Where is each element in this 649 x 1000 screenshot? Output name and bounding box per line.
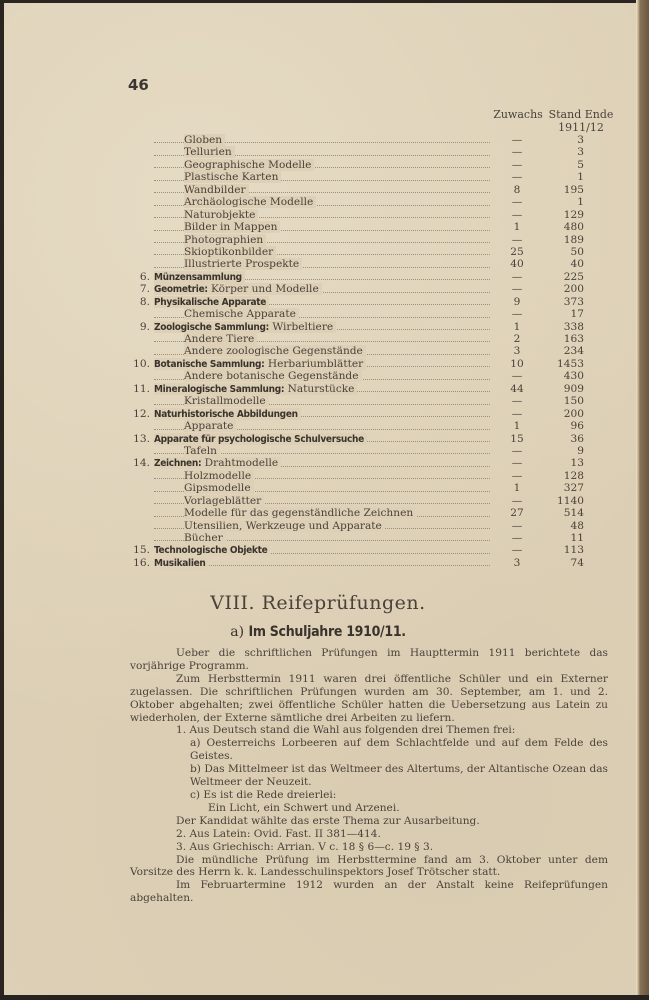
zuwachs-value: 1 (513, 420, 521, 433)
section-title: VIII. Reifeprüfungen. (210, 592, 426, 614)
scan-bottom-border (0, 995, 649, 1000)
row-number: 7. (139, 283, 150, 296)
row-number: 16. (133, 556, 150, 569)
table-row (128, 544, 618, 556)
row-category: Physikalische Apparate (154, 296, 267, 308)
table-row (128, 221, 618, 233)
table-row (128, 271, 618, 283)
stand-value: 200 (563, 283, 584, 296)
table-row (128, 408, 618, 420)
row-label (154, 457, 498, 470)
stand-value: 96 (570, 420, 584, 433)
subsection-title (0, 624, 636, 640)
zuwachs-value: — (511, 158, 523, 171)
row-number: 14. (133, 457, 150, 470)
inventory-table (128, 134, 618, 569)
zuwachs-value: — (511, 171, 523, 184)
row-item: Andere botanische Gegenstände (184, 370, 359, 383)
table-row (128, 470, 618, 482)
stand-value: 150 (563, 395, 584, 408)
row-item: Gipsmodelle (184, 482, 251, 495)
stand-value: 3 (577, 146, 584, 159)
stand-value: 11 (570, 532, 584, 544)
stand-value: 36 (570, 432, 584, 445)
stand-value: 514 (563, 507, 584, 520)
row-category: Mineralogische Sammlung: (154, 383, 285, 395)
table-row (128, 234, 618, 246)
row-label (184, 246, 498, 258)
paragraph-muendliche-pruefung: Die mündliche Prüfung im Herbsttermine fand am 3. Oktober unter dem Vorsitze des Herrn k. k. Landesschulinspektors Josef Trötscher statt. (130, 853, 608, 879)
row-item: Wirbeltiere (272, 320, 334, 333)
stand-value: 5 (577, 158, 584, 171)
row-label (184, 184, 498, 196)
stand-value: 50 (570, 245, 584, 258)
stand-value: 9 (577, 444, 584, 457)
row-item: Bilder in Mappen (184, 221, 278, 234)
zuwachs-value: — (511, 283, 523, 296)
table-row (128, 209, 618, 221)
row-category: Botanische Sammlung: (154, 358, 265, 370)
row-label-text (184, 234, 266, 246)
stand-value: 373 (563, 295, 584, 308)
row-label (184, 258, 498, 270)
table-row (128, 482, 618, 494)
row-item: Modelle für das gegenständliche Zeichnen (184, 507, 414, 520)
row-label-text (154, 383, 357, 395)
row-category: Geometrie: (154, 284, 208, 296)
row-label (184, 445, 498, 457)
stand-value: 189 (563, 233, 584, 246)
row-label (184, 146, 498, 158)
stand-value: 48 (570, 519, 584, 532)
zuwachs-value: 27 (510, 507, 524, 520)
table-row (128, 333, 618, 345)
table-row (128, 134, 618, 146)
list-item-theme-c: c) Es ist die Rede dreierlei: (190, 788, 337, 801)
list-item-theme-b (130, 763, 608, 789)
table-row (128, 246, 618, 258)
row-label-text (154, 408, 301, 420)
zuwachs-label: Zuwachs (493, 108, 543, 121)
row-item: Globen (184, 134, 223, 146)
row-label-text (184, 246, 276, 258)
row-label-text (184, 445, 220, 457)
zuwachs-value: — (511, 196, 523, 209)
zuwachs-value: — (511, 134, 523, 146)
stand-value: 1453 (557, 357, 584, 370)
table-row (128, 383, 618, 395)
row-number: 6. (139, 270, 150, 283)
zuwachs-value: 44 (510, 382, 524, 395)
book-spine-edge (636, 0, 649, 1000)
row-number: 10. (133, 357, 150, 370)
zuwachs-value: 1 (513, 482, 521, 495)
zuwachs-value: — (511, 146, 523, 159)
zuwachs-value: 1 (513, 221, 521, 234)
stand-value: 225 (563, 270, 584, 283)
row-item: Andere Tiere (184, 333, 255, 345)
row-item: Photographien (184, 233, 264, 246)
table-row (128, 196, 618, 208)
row-item: Naturobjekte (184, 208, 256, 221)
row-label (184, 482, 498, 494)
row-label-text (154, 544, 270, 556)
row-label-text (184, 470, 254, 482)
row-label-text (184, 495, 264, 507)
zuwachs-value: 3 (513, 556, 521, 569)
row-label (154, 283, 498, 296)
table-row (128, 345, 618, 357)
row-category: Zeichnen: (154, 458, 202, 470)
row-item: Tellurien (184, 146, 232, 159)
row-label-text (154, 457, 281, 469)
table-row (128, 507, 618, 519)
stand-value: 200 (563, 407, 584, 420)
zuwachs-value: — (511, 308, 523, 321)
list-item-griechisch: 3. Aus Griechisch: Arrian. V c. 18 § 6—c. 19 § 3. (176, 840, 434, 853)
table-row (128, 433, 618, 445)
row-category: Zoologische Sammlung: (154, 321, 269, 333)
row-item: Naturstücke (287, 382, 355, 395)
stand-label-line1: Stand Ende (548, 108, 614, 121)
row-label (154, 296, 498, 309)
row-item: Holzmodelle (184, 469, 252, 482)
zuwachs-value: 1 (513, 320, 521, 333)
row-label (184, 370, 498, 382)
column-header-stand (548, 108, 614, 134)
row-label (154, 544, 498, 557)
row-label (154, 433, 498, 446)
stand-value: 1 (577, 196, 584, 209)
row-label-text (184, 370, 362, 382)
row-number: 11. (133, 382, 150, 395)
row-label-text (154, 557, 209, 569)
row-item: Körper und Modelle (211, 283, 319, 296)
table-row (128, 308, 618, 320)
row-label-text (154, 321, 336, 333)
stand-value: 195 (563, 183, 584, 196)
row-label-text (184, 221, 280, 233)
table-row (128, 520, 618, 532)
row-label (184, 333, 498, 345)
zuwachs-value: 3 (513, 345, 521, 358)
table-row (128, 358, 618, 370)
zuwachs-value: — (511, 469, 523, 482)
row-label-text (154, 296, 269, 308)
zuwachs-value: — (511, 519, 523, 532)
zuwachs-value: — (511, 494, 523, 507)
zuwachs-value: — (511, 532, 523, 544)
row-label (184, 134, 498, 146)
row-label (154, 271, 498, 284)
row-item: Illustrierte Prospekte (184, 258, 300, 271)
row-item: Vorlageblätter (184, 494, 262, 507)
row-label-text (184, 209, 258, 221)
row-label (154, 557, 498, 570)
row-item: Skioptikonbilder (184, 245, 274, 258)
row-item: Chemische Apparate (184, 308, 296, 321)
row-item: Plastische Karten (184, 171, 279, 184)
row-label-text (184, 395, 269, 407)
row-label-text (184, 507, 416, 519)
stand-value: 1 (577, 171, 584, 184)
row-label (184, 507, 498, 519)
row-label (184, 470, 498, 482)
row-label (184, 308, 498, 320)
table-row (128, 445, 618, 457)
row-label (154, 321, 498, 334)
theme-b-text: b) Das Mittelmeer ist das Weltmeer des Altertums, der Altantische Ozean das Weltmeer der Neuzeit. (190, 763, 608, 789)
row-label (184, 196, 498, 208)
table-row (128, 258, 618, 270)
row-label-text (184, 532, 226, 544)
row-label (184, 221, 498, 233)
row-label (184, 209, 498, 221)
row-number: 15. (133, 544, 150, 557)
table-row (128, 171, 618, 183)
zuwachs-value: — (511, 370, 523, 383)
row-item: Utensilien, Werkzeuge und Apparate (184, 519, 382, 532)
row-label-text (154, 433, 367, 445)
table-row (128, 321, 618, 333)
zuwachs-value: 9 (513, 295, 521, 308)
stand-value: 480 (563, 221, 584, 234)
table-row (128, 457, 618, 469)
table-row (128, 146, 618, 158)
zuwachs-value: 25 (510, 245, 524, 258)
table-row (128, 296, 618, 308)
row-label-text (184, 333, 257, 345)
row-item: Drahtmodelle (204, 457, 279, 470)
row-label (154, 408, 498, 421)
row-label (184, 532, 498, 544)
row-label-text (184, 520, 385, 532)
stand-value: 128 (563, 469, 584, 482)
stand-label-line2: 1911/12 (558, 121, 604, 134)
row-number: 13. (133, 432, 150, 445)
stand-value: 74 (570, 556, 584, 569)
row-label (184, 520, 498, 532)
zuwachs-value: 15 (510, 432, 524, 445)
table-row (128, 283, 618, 295)
row-label-text (154, 271, 245, 283)
paragraph-choice: Der Kandidat wählte das erste Thema zur Ausarbeitung. (176, 814, 480, 827)
paragraph-herbsttermin: Zum Herbsttermin 1911 waren drei öffentliche Schüler und ein Externer zugelassen. Die schriftlichen Prüfungen wurden am 30. September, am 1. und 2. Oktober abgehalten; zwei öffentliche Schüler hatten die Uebersetzung aus Latein zu wiederholen, der Externe sämtliche drei Arbeiten zu liefern. (130, 672, 608, 724)
row-label (184, 420, 498, 432)
table-row (128, 495, 618, 507)
table-row (128, 532, 618, 544)
row-item: Bücher (184, 532, 223, 544)
row-label (184, 234, 498, 246)
row-label-text (184, 308, 299, 320)
row-label-text (184, 345, 366, 357)
zuwachs-value: 8 (513, 183, 521, 196)
table-row (128, 370, 618, 382)
stand-value: 430 (563, 370, 584, 383)
list-item-theme-c-quote: Ein Licht, ein Schwert und Arzenei. (208, 801, 400, 814)
row-item: Herbariumblätter (267, 357, 364, 370)
zuwachs-value: — (511, 457, 523, 470)
zuwachs-value: — (511, 544, 523, 557)
row-item: Geographische Modelle (184, 158, 312, 171)
stand-value: 13 (570, 457, 584, 470)
row-category: Naturhistorische Abbildungen (154, 408, 298, 420)
zuwachs-value: 10 (510, 357, 524, 370)
zuwachs-value: — (511, 208, 523, 221)
row-label-text (184, 146, 235, 158)
row-label-text (154, 358, 366, 370)
row-label-text (184, 482, 254, 494)
list-item-deutsch: 1. Aus Deutsch stand die Wahl aus folgenden drei Themen frei: (176, 724, 516, 737)
table-row (128, 184, 618, 196)
row-category: Technologische Objekte (154, 545, 268, 557)
row-item: Wandbilder (184, 183, 246, 196)
row-label-text (184, 196, 316, 208)
stand-value: 17 (570, 308, 584, 321)
row-number: 8. (139, 295, 150, 308)
row-label-text (184, 171, 281, 183)
zuwachs-value: 2 (513, 333, 521, 345)
row-category: Apparate für psychologische Schulversuche (154, 433, 364, 445)
zuwachs-value: — (511, 270, 523, 283)
row-label (184, 495, 498, 507)
body-text (130, 647, 608, 905)
stand-value: 113 (563, 544, 584, 557)
stand-value: 234 (563, 345, 584, 358)
stand-value: 338 (563, 320, 584, 333)
row-category: Musikalien (154, 557, 206, 569)
table-row (128, 557, 618, 569)
row-label (184, 345, 498, 357)
row-category: Münzensammlung (154, 271, 242, 283)
column-header-zuwachs (488, 108, 548, 121)
stand-value: 40 (570, 258, 584, 271)
row-label-text (154, 283, 322, 295)
row-number: 12. (133, 407, 150, 420)
zuwachs-value: — (511, 233, 523, 246)
subsection-heading: Im Schuljahre 1910/11. (248, 624, 406, 640)
stand-value: 129 (563, 208, 584, 221)
row-item: Kristallmodelle (184, 395, 266, 408)
row-label (184, 395, 498, 407)
zuwachs-value: — (511, 407, 523, 420)
row-label-text (184, 420, 236, 432)
row-label (154, 358, 498, 371)
row-label (184, 159, 498, 171)
stand-value: 163 (563, 333, 584, 345)
row-item: Tafeln (184, 444, 217, 457)
table-row (128, 420, 618, 432)
row-label (154, 383, 498, 396)
row-item: Andere zoologische Gegenstände (184, 345, 363, 358)
table-row (128, 159, 618, 171)
list-item-theme-a: a) Oesterreichs Lorbeeren auf dem Schlachtfelde und auf dem Felde des Geistes. (190, 737, 608, 763)
table-row (128, 395, 618, 407)
stand-value: 1140 (557, 494, 584, 507)
page-number: 46 (128, 76, 149, 94)
zuwachs-value: 40 (510, 258, 524, 271)
subsection-prefix: a) (230, 624, 245, 640)
row-label-text (184, 258, 302, 270)
row-label-text (184, 159, 314, 171)
paragraph-februartermin: Im Februartermine 1912 wurden an der Anstalt keine Reifeprüfungen abgehalten. (130, 879, 608, 905)
stand-value: 327 (563, 482, 584, 495)
zuwachs-value: — (511, 444, 523, 457)
list-item-latein: 2. Aus Latein: Ovid. Fast. II 381—414. (176, 827, 381, 840)
zuwachs-value: — (511, 395, 523, 408)
row-number: 9. (139, 320, 150, 333)
row-label (184, 171, 498, 183)
stand-value: 3 (577, 134, 584, 146)
row-label-text (184, 134, 225, 146)
row-label-text (184, 184, 249, 196)
stand-value: 909 (563, 382, 584, 395)
paragraph-haupttermin: Ueber die schriftlichen Prüfungen im Haupttermin 1911 berichtete das vorjährige Programm. (130, 647, 608, 672)
row-item: Archäologische Modelle (184, 196, 314, 209)
row-item: Apparate (184, 420, 234, 433)
